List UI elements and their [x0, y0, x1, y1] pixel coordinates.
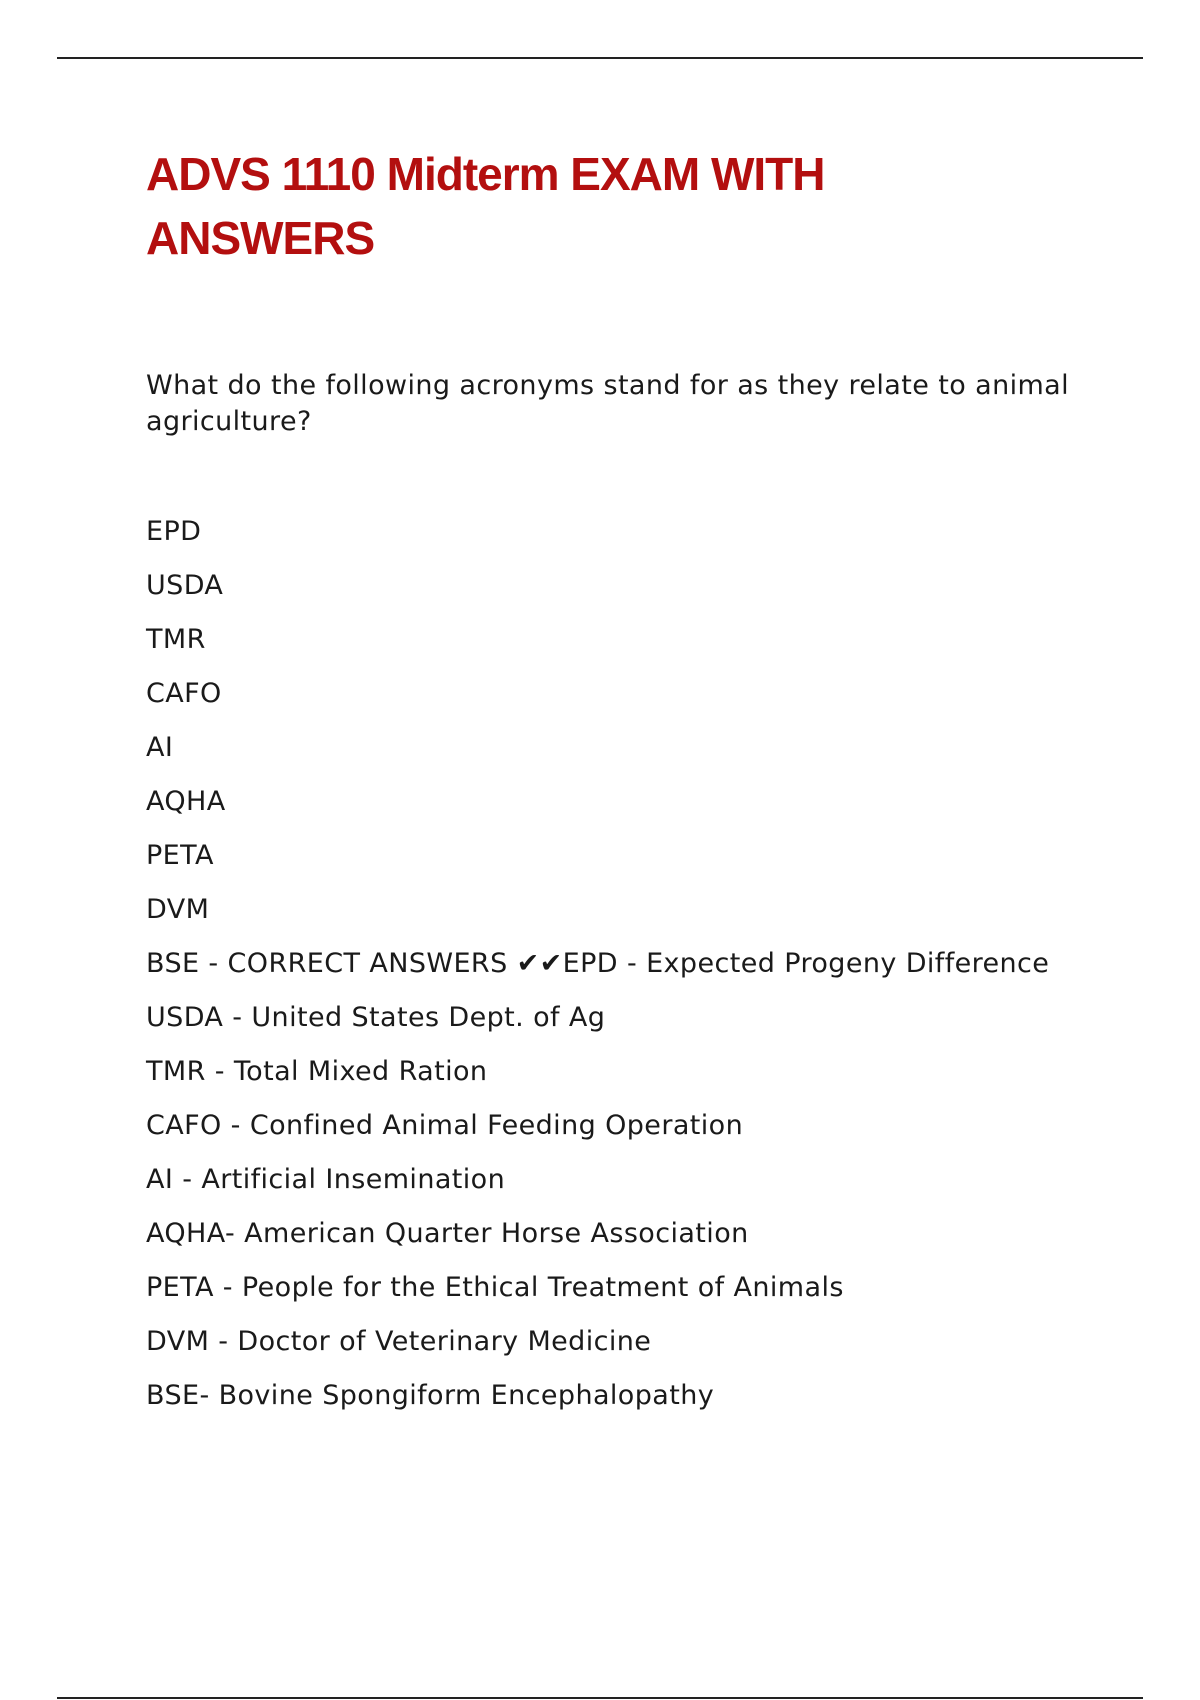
- bottom-rule: [57, 1697, 1143, 1699]
- answer-line: CAFO - Confined Animal Feeding Operation: [146, 1110, 744, 1141]
- document-title: ADVS 1110 Midterm EXAM WITH ANSWERS: [146, 148, 825, 264]
- answer-line: PETA - People for the Ethical Treatment of Animals: [146, 1272, 844, 1303]
- answer-line: BSE- Bovine Spongiform Encephalopathy: [146, 1380, 715, 1411]
- list-item: TMR: [146, 624, 206, 655]
- list-item: CAFO: [146, 678, 222, 709]
- answer-line: AI - Artificial Insemination: [146, 1164, 506, 1195]
- answer-line: AQHA- American Quarter Horse Association: [146, 1218, 749, 1249]
- list-item: AQHA: [146, 786, 226, 817]
- list-item: USDA: [146, 570, 224, 601]
- answer-line: BSE - CORRECT ANSWERS ✔✔EPD - Expected Progeny Difference: [146, 948, 1050, 979]
- answer-line: TMR - Total Mixed Ration: [146, 1056, 488, 1087]
- list-item: PETA: [146, 840, 214, 871]
- answer-line: DVM - Doctor of Veterinary Medicine: [146, 1326, 652, 1357]
- answer-line: USDA - United States Dept. of Ag: [146, 1002, 606, 1033]
- acronym-list: [146, 513, 1049, 1431]
- top-rule: [57, 57, 1143, 59]
- list-item: EPD: [146, 516, 202, 547]
- question-text: What do the following acronyms stand for as they relate to animal agriculture?: [146, 370, 1070, 437]
- list-item: AI: [146, 732, 174, 763]
- list-item: DVM: [146, 894, 210, 925]
